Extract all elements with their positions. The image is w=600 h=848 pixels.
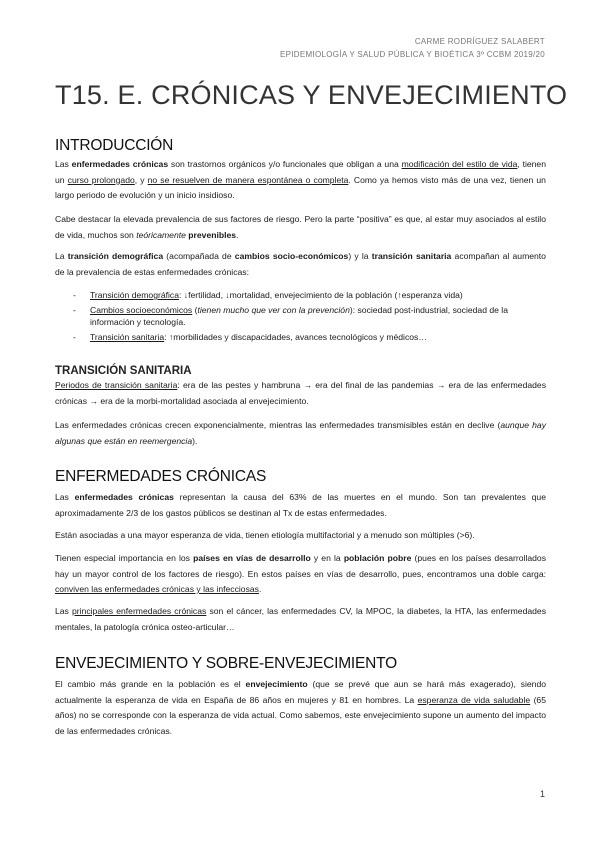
transicion-paragraph-1: Periodos de transición sanitaria: era de las pestes y hambruna → era del final de las pandemias → era de las enfermedades crónicas → era de la morbi-mortalidad asociada al envejecimiento. [55,380,547,406]
list-item: - Transición sanitaria: ↑morbilidades y discapacidades, avances tecnológicos y médicos… [73,331,427,342]
cronicas-paragraph-2: Están asociadas a una mayor esperanza de vida, tienen etiología multifactorial y a menudo son múltiples (>6). [55,530,475,540]
list-item: - Cambios socioeconómicos (tienen mucho que ver con la prevención): sociedad post-industrial, sociedad de la información y tecnología. [73,304,508,327]
heading-introduccion: INTRODUCCIÓN [55,137,174,154]
list-item: - Transición demográfica: ↓fertilidad, ↓mortalidad, envejecimiento de la población (↑esperanza vida) [73,290,463,300]
page-number: 1 [539,789,545,799]
heading-enfermedades-cronicas: ENFERMEDADES CRÓNICAS [55,468,267,485]
envejecimiento-paragraph-1: El cambio más grande en la población es el envejecimiento (que se prevé que aun se hará más exagerado), siendo actualmente la esperanza de vida en España de 86 años en mujeres y 81 en hombres. La esperanza de vida saludable (65 años) no se corresponde con la esperanza de vida actual. Como sabemos, este envejecimiento supone un aumento del impacto de las enfermedades crónicas. [55,679,547,736]
transitions-list [55,289,546,345]
intro-paragraph-3: La transición demográfica (acompañada de cambios socio-económicos) y la transición sanitaria acompañan al aumento de la prevalencia de estas enfermedades crónicas: [55,251,546,277]
cronicas-paragraph-4: Las principales enfermedades crónicas son el cáncer, las enfermedades CV, la MPOC, la diabetes, la HTA, las enfermedades mentales, la patología crónica osteo-articular… [55,606,546,632]
intro-paragraph-2: Cabe destacar la elevada prevalencia de sus factores de riesgo. Pero la parte “positiva” es que, al estar muy asociados al estilo de vida, muchos son teóricamente prevenibles. [55,214,546,240]
heading-envejecimiento: ENVEJECIMIENTO Y SOBRE-ENVEJECIMIENTO [55,655,398,672]
header-author: CARME RODRÍGUEZ SALABERT [414,37,545,46]
intro-paragraph-1: Las enfermedades crónicas son trastornos orgánicos y/o funcionales que obligan a una modificación del estilo de vida, tienen un curso prolongado, y no se resuelven de manera espontánea o completa. Como ya hemos visto más de una vez, tienen un largo periodo de evolución y un inicio insidioso. [55,159,546,200]
page-title: T15. E. CRÓNICAS Y ENVEJECIMIENTO [55,80,568,110]
cronicas-paragraph-3: Tienen especial importancia en los países en vías de desarrollo y en la población pobre (pues en los países desarrollados hay un mayor control de los factores de riesgo). En estos países en vías de desarrollo, pues, encontramos una doble carga: conviven las enfermedades crónicas y las infecciosas. [55,553,547,594]
transicion-paragraph-2: Las enfermedades crónicas crecen exponencialmente, mientras las enfermedades transmisibles están en declive (aunque hay algunas que están en reemergencia). [55,420,546,446]
header-course: EPIDEMIOLOGÍA Y SALUD PÚBLICA Y BIOÉTICA 3º CCBM 2019/20 [279,50,545,59]
heading-transicion-sanitaria: TRANSICIÓN SANITARIA [55,365,192,377]
cronicas-paragraph-1: Las enfermedades crónicas representan la causa del 63% de las muertes en el mundo. Son tan prevalentes que aproximadamente 2/3 de los gastos públicos se destinan al Tx de estas enfermedades. [55,492,546,518]
